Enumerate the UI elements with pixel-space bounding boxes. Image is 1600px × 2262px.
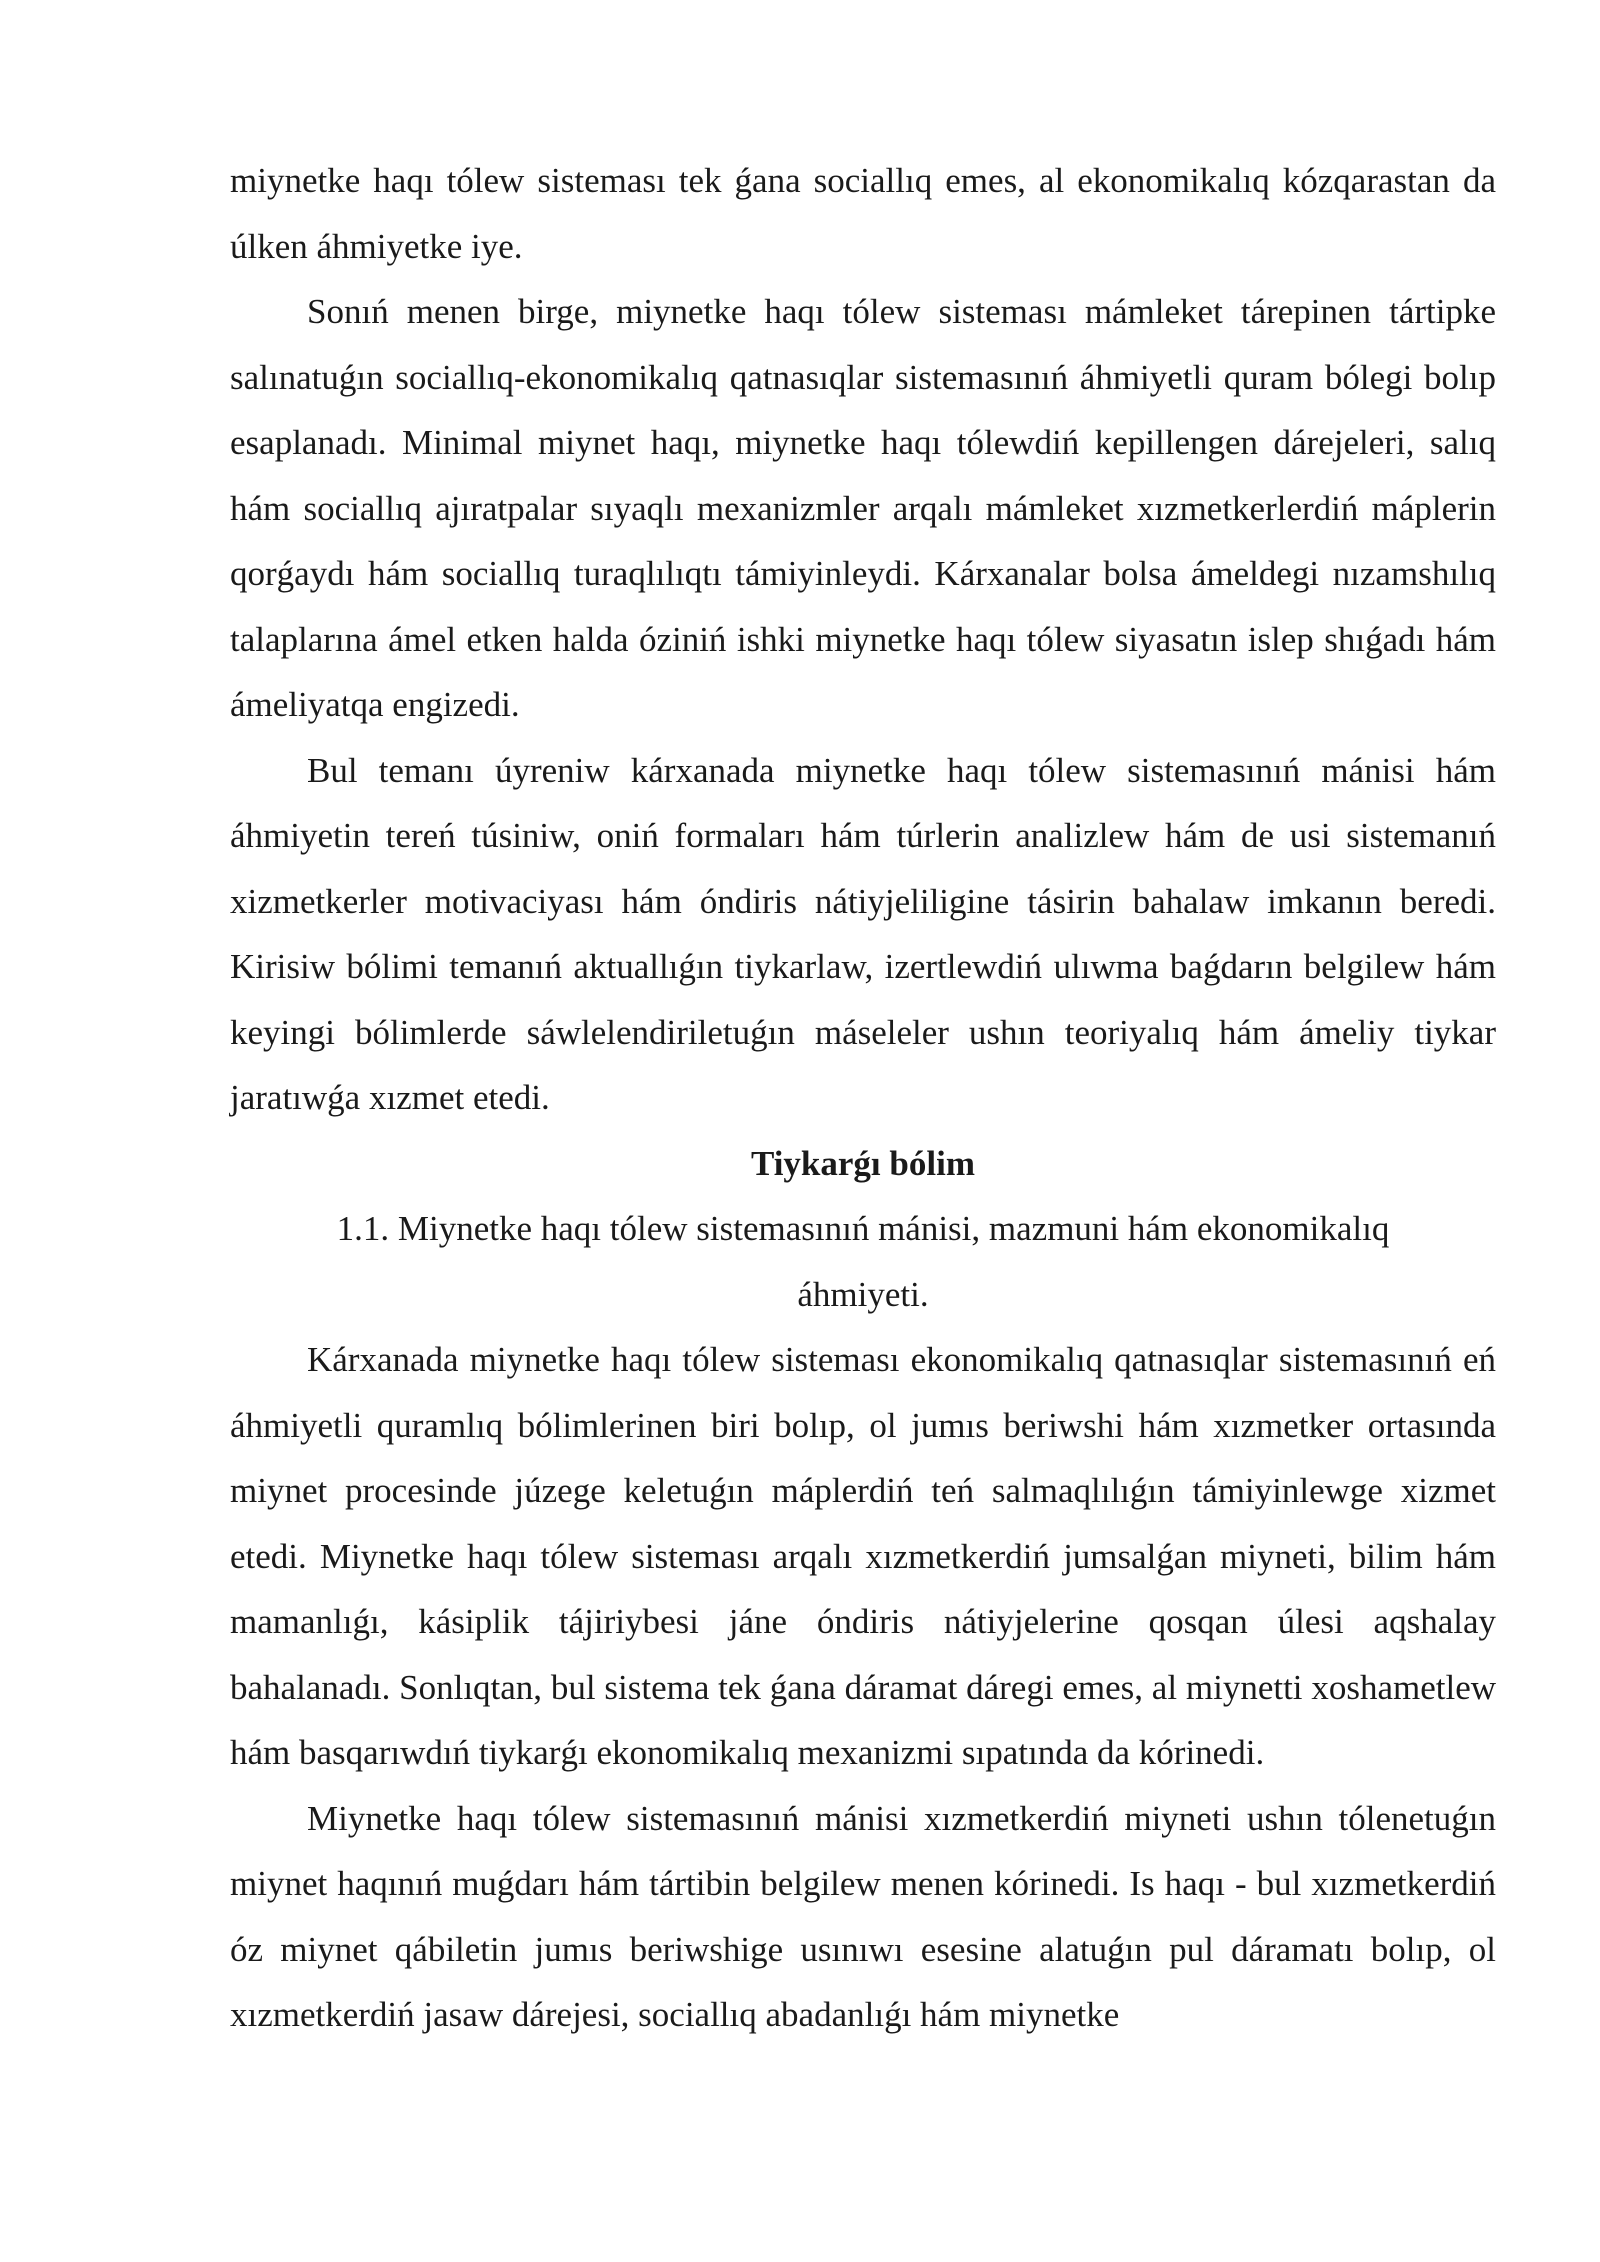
paragraph: Bul temanı úyreniw kárxanada miynetke haqı tólew sistemasınıń mánisi hám áhmiyetin tereń túsiniw, oniń formaları hám túrlerin analizlew hám de usi sistemanıń xizmetkerler motivaciyası hám óndiris nátiyjeliligine tásirin bahalaw imkanın beredi. Kirisiw bólimi temanıń aktuallıǵın tiykarlaw, izertlewdiń ulıwma baǵdarın belgilew hám keyingi bólimlerde sáwlelendiriletuǵın máseleler ushın teoriyalıq hám ámeliy tiykar jaratıwǵa xızmet etedi. [230,750,1496,1117]
subsection-heading: 1.1. Miynetke haqı tólew sistemasınıń mánisi, mazmuni hám ekonomikalıq áhmiyeti. [336,1209,1390,1314]
paragraph-continuation: miynetke haqı tólew sisteması tek ǵana sociallıq emes, al ekonomikalıq kózqarastan da úlken áhmiyetke iye. [230,161,1496,266]
paragraph: Miynetke haqı tólew sistemasınıń mánisi xızmetkerdiń miyneti ushın tólenetuǵın miynet haqınıń muǵdarı hám tártibin belgilew menen kórinedi. Is haqı - bul xızmetkerdiń óz miynet qábiletin jumıs beriwshige usınıwı esesine alatuǵın pul dáramatı bolıp, ol xızmetkerdiń jasaw dárejesi, sociallıq abadanlıǵı hám miynetke [230,1798,1496,2034]
document-body [230,148,1496,2048]
paragraph: Kárxanada miynetke haqı tólew sisteması ekonomikalıq qatnasıqlar sistemasınıń eń áhmiyetli quramlıq bólimlerinen biri bolıp, ol jumıs beriwshi hám xızmetker ortasında miynet procesinde júzege keletuǵın máplerdiń teń salmaqlılıǵın támiyinlewge xizmet etedi. Miynetke haqı tólew sisteması arqalı xızmetkerdiń jumsalǵan miyneti, bilim hám mamanlıǵı, kásiplik tájiriybesi jáne óndiris nátiyjelerine qosqan úlesi aqshalay bahalanadı. Sonlıqtan, bul sistema tek ǵana dáramat dáregi emes, al miynetti xoshametlew hám basqarıwdıń tiykarǵı ekonomikalıq mexanizmi sıpatında da kórinedi. [230,1340,1496,1772]
paragraph: Sonıń menen birge, miynetke haqı tólew sisteması mámleket tárepinen tártipke salınatuǵın sociallıq-ekonomikalıq qatnasıqlar sistemasınıń áhmiyetli quram bólegi bolıp esaplanadı. Minimal miynet haqı, miynetke haqı tólewdiń kepillengen dárejeleri, salıq hám sociallıq ajıratpalar sıyaqlı mexanizmler arqalı mámleket xızmetkerlerdiń máplerin qorǵaydı hám sociallıq turaqlılıqtı támiyinleydi. Kárxanalar bolsa ámeldegi nızamshılıq talaplarına ámel etken halda óziniń ishki miynetke haqı tólew siyasatın islep shıǵadı hám ámeliyatqa engizedi. [230,292,1496,724]
section-heading: Tiykarǵı bólim [751,1143,975,1183]
